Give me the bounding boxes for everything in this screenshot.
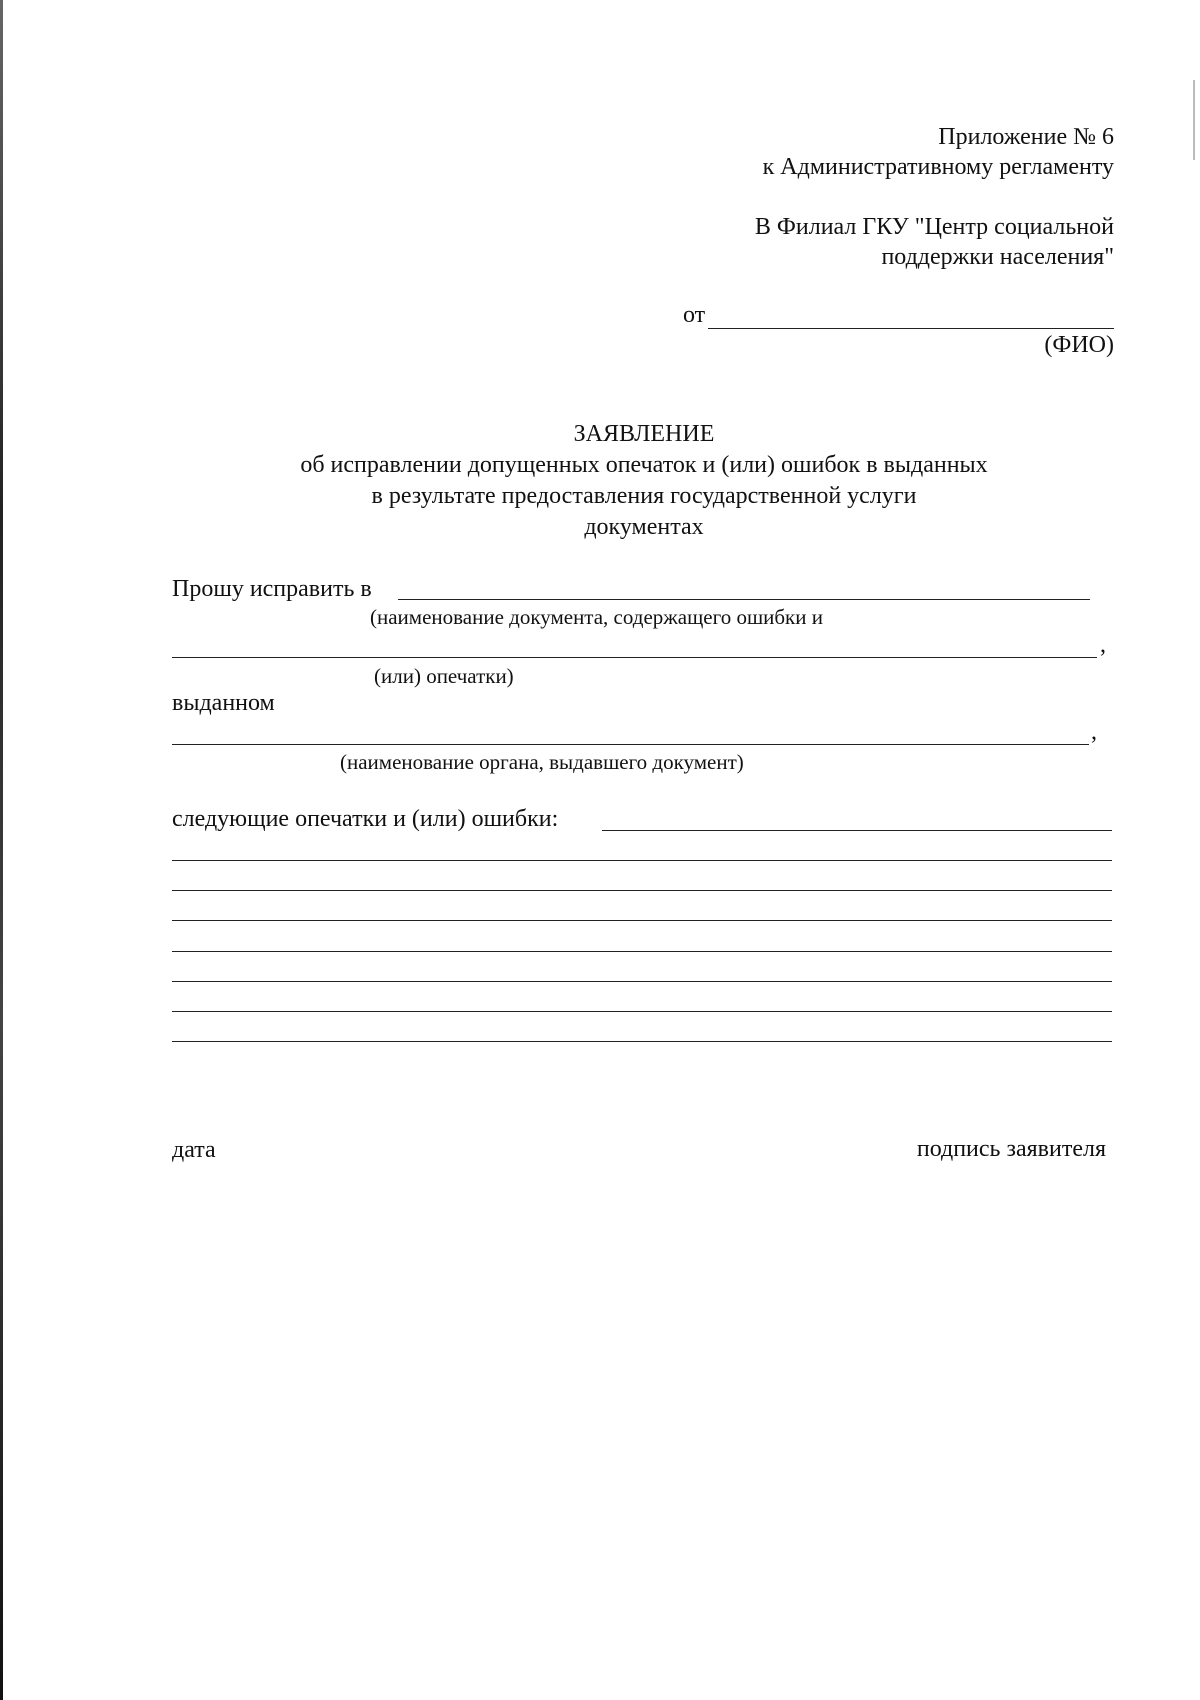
errors-field-line[interactable] <box>172 1041 1112 1042</box>
errors-field-line[interactable] <box>172 951 1112 952</box>
comma-1: , <box>1100 632 1106 658</box>
recipient-line-1: В Филиал ГКУ "Центр социальной <box>754 214 1114 240</box>
scan-edge-left <box>0 0 3 1700</box>
document-name-field-continued[interactable] <box>172 657 1097 658</box>
errors-field-line[interactable] <box>172 1011 1112 1012</box>
title-line-2: в результате предоставления государственной услуги <box>371 483 917 509</box>
document-name-caption: (наименование документа, содержащего ошибки и <box>370 605 823 629</box>
errors-field-line[interactable] <box>172 981 1112 982</box>
document-name-caption-continued: (или) опечатки) <box>374 664 514 688</box>
scan-edge-right <box>1193 80 1195 160</box>
errors-field-line[interactable] <box>172 920 1112 921</box>
title-line-3: документах <box>584 514 704 540</box>
issued-label: выданном <box>172 690 275 716</box>
title-line-1: об исправлении допущенных опечаток и (или) ошибок в выданных <box>300 452 988 478</box>
fio-field[interactable] <box>708 328 1114 329</box>
errors-field-line[interactable] <box>172 860 1112 861</box>
from-label: от <box>683 302 706 328</box>
request-label: Прошу исправить в <box>172 576 372 602</box>
recipient-line-2: поддержки населения" <box>881 244 1114 270</box>
signature-label: подпись заявителя <box>916 1136 1106 1162</box>
regulation-reference: к Административному регламенту <box>762 154 1114 180</box>
comma-2: , <box>1091 719 1097 745</box>
document-name-field[interactable] <box>398 599 1090 600</box>
date-label: дата <box>172 1137 216 1163</box>
errors-field-first-line[interactable] <box>602 830 1112 831</box>
errors-field-line[interactable] <box>172 890 1112 891</box>
errors-label: следующие опечатки и (или) ошибки: <box>172 806 559 832</box>
issuing-organ-caption: (наименование органа, выдавшего документ) <box>340 750 744 774</box>
fio-caption: (ФИО) <box>1044 332 1114 358</box>
document-title: ЗАЯВЛЕНИЕ <box>573 421 715 447</box>
issuing-organ-field[interactable] <box>172 744 1089 745</box>
appendix-number: Приложение № 6 <box>938 124 1114 150</box>
